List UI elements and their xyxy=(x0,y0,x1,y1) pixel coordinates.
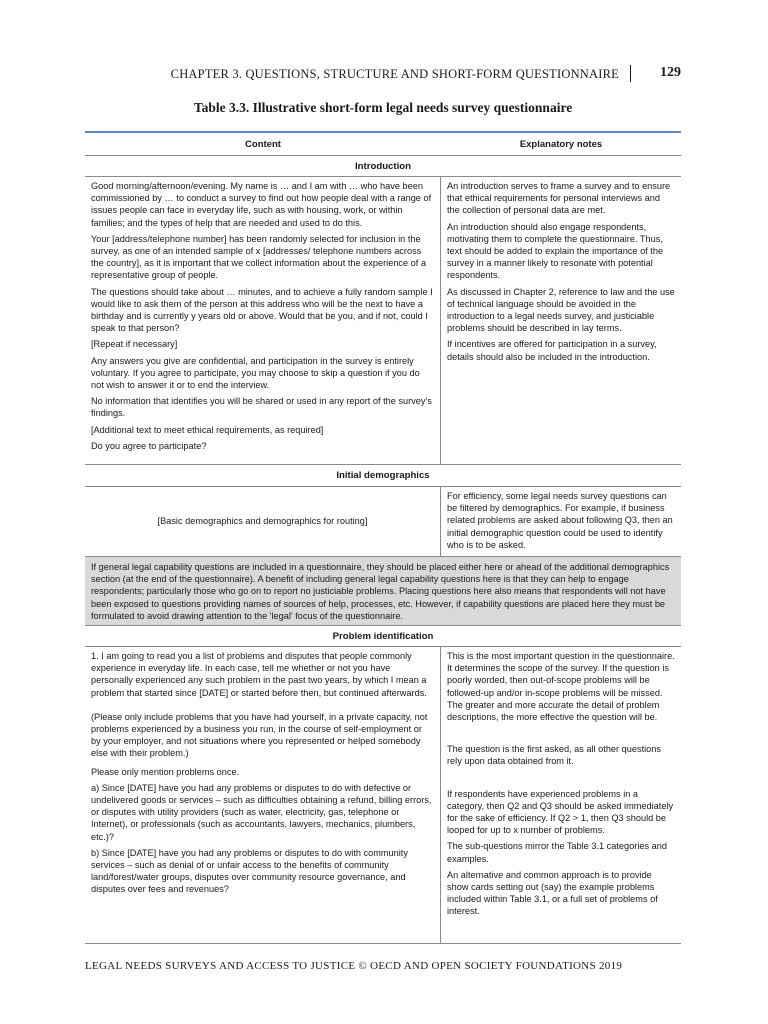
table-title: Table 3.3. Illustrative short-form legal needs survey questionnaire xyxy=(193,100,573,115)
content-cell xyxy=(85,177,441,464)
question-paragraph: a) Since [DATE] have you had any problems or disputes to do with defective or undelivered goods or services – such as difficulties obtaining a refund, billing errors, or disputes with utility providers (such as water, electricity, gas, telephone or Internet), or professionals (such as accountants, lawyers, mechanics, plumbers, etc.)? xyxy=(91,782,432,842)
questionnaire-table xyxy=(85,131,681,944)
note-paragraph: This is the most important question in the questionnaire. It determines the scope of the survey. If the question is poorly worded, then out-of-scope problems will be followed-up and/or in-scope problems will be missed. The greater and more accurate the detail of problem descriptions, the more effective the question will be. xyxy=(447,651,675,723)
notes-cell xyxy=(441,177,681,464)
chapter-title: CHAPTER 3. QUESTIONS, STRUCTURE AND SHORT-FORM QUESTIONNAIRE xyxy=(170,67,619,81)
section-heading-problem-identification: Problem identification xyxy=(85,626,681,647)
content-cell xyxy=(85,647,441,943)
intro-paragraph: [Repeat if necessary] xyxy=(91,339,178,350)
column-header-notes: Explanatory notes xyxy=(519,138,603,150)
note-paragraph: An introduction should also engage respondents, motivating them to complete the questionnaire. Thus, text should be added to explain the importance of the survey in a manner likely to resonate with potential respondents. xyxy=(447,221,664,281)
intro-paragraph: No information that identifies you will be shared or used in any report of the survey's findings. xyxy=(91,396,432,419)
note-paragraph: For efficiency, some legal needs survey questions can be filtered by demographics. For example, if business related problems are asked about following Q3, then an initial demographic question could be used to identify who is to be asked. xyxy=(447,491,673,550)
column-header-content: Content xyxy=(245,138,281,150)
intro-paragraph: Your [address/telephone number] has been randomly selected for inclusion in the survey, as one of an intended sample of x [addresses/ telephone numbers across the country], as it is important that we collect information about the experience of a representative group of people. xyxy=(91,233,427,281)
intro-paragraph: Do you agree to participate? xyxy=(91,440,207,451)
note-paragraph: The question is the first asked, as all other questions rely upon data obtained from it. xyxy=(447,744,661,767)
intro-paragraph: Good morning/afternoon/evening. My name is … and I am with … who have been commissioned by … to conduct a survey to find out how people deal with a range of issues people can face in everyday life, such as with housing, work, or within families; and the types of help that are needed and used to do this. xyxy=(91,181,432,228)
notes-cell xyxy=(441,487,681,556)
demographics-placeholder: [Basic demographics and demographics for routing] xyxy=(157,516,368,527)
note-paragraph: If respondents have experienced problems in a category, then Q2 and Q3 should be asked immediately for the sake of efficiency. If Q2 > 1, then Q3 should be looped for up to x number of problems. xyxy=(447,788,674,836)
question-paragraph: 1. I am going to read you a list of problems and disputes that people commonly experience in everyday life. In each case, tell me whether or not you have personally experienced any such problem in the past two years, by which I mean a problem that started since [DATE] or started before then, but continued afterwards. xyxy=(91,651,427,698)
note-paragraph: If incentives are offered for participation in a survey, details should also be included in the introduction. xyxy=(447,339,657,362)
table-header-row xyxy=(85,133,681,156)
intro-paragraph: The questions should take about … minutes, and to achieve a fully random sample I would like to ask them of the person at this address who will be the next to have a birthday and is currently y years old or above. Would that be you, and if not, could I speak to that person? xyxy=(91,286,433,334)
table-row-problem-identification xyxy=(85,647,681,944)
note-paragraph: An alternative and common approach is to provide show cards setting out (say) the example problems included within Table 3.1, or a full set of problems of interest. xyxy=(447,869,658,917)
table-row-demographics xyxy=(85,487,681,557)
note-paragraph: An introduction serves to frame a survey and to ensure that ethical requirements for personal interviews and the collection of personal data are met. xyxy=(447,181,671,216)
question-paragraph: b) Since [DATE] have you had any problems or disputes to do with community services – such as denial of or unfair access to the benefits of community land/forest/water groups, disputes over community resource governance, and disputes over fees and revenues? xyxy=(91,847,408,895)
section-heading-introduction: Introduction xyxy=(85,156,681,177)
page-number: 129 xyxy=(660,65,681,80)
intro-paragraph: [Additional text to meet ethical requirements, as required] xyxy=(91,424,324,435)
table-row-introduction xyxy=(85,177,681,465)
content-cell xyxy=(85,487,441,556)
notes-cell xyxy=(441,647,681,943)
intro-paragraph: Any answers you give are confidential, and participation in the survey is entirely voluntary. If you agree to participate, you may choose to skip a question if you do not wish to answer it or to end the interview. xyxy=(91,355,420,391)
section-heading-demographics: Initial demographics xyxy=(85,465,681,487)
note-paragraph: The sub-questions mirror the Table 3.1 categories and examples. xyxy=(447,841,667,864)
running-head xyxy=(85,64,681,84)
header-divider xyxy=(630,65,631,82)
page-footer: LEGAL NEEDS SURVEYS AND ACCESS TO JUSTICE © OECD AND OPEN SOCIETY FOUNDATIONS 2019 xyxy=(85,960,623,972)
question-paragraph: (Please only include problems that you have had yourself, in a private capacity, not problems experienced by a business you run, in the course of self-employment or by your employer, and not situations where you represented or helped somebody else with their problem.) xyxy=(91,711,428,759)
question-paragraph: Please only mention problems once. xyxy=(91,766,240,777)
note-paragraph: As discussed in Chapter 2, reference to law and the use of technical language should be avoided in the introduction to a legal needs survey, and justiciable problems should be described in lay terms. xyxy=(447,286,675,334)
capability-note: If general legal capability questions are included in a questionnaire, they should be placed either here or ahead of the additional demographics section (at the end of the questionnaire). A benefit of including general legal capability questions here is that they can help to engage respondents; particularly those who go on to report no justiciable problems. Placing questions here also means that respondents will not have been exposed to questions providing names of sources of help, processes, etc. However, if capability questions are placed here they must be formulated to avoid drawing attention to the 'legal' focus of the questionnaire. xyxy=(85,557,681,626)
